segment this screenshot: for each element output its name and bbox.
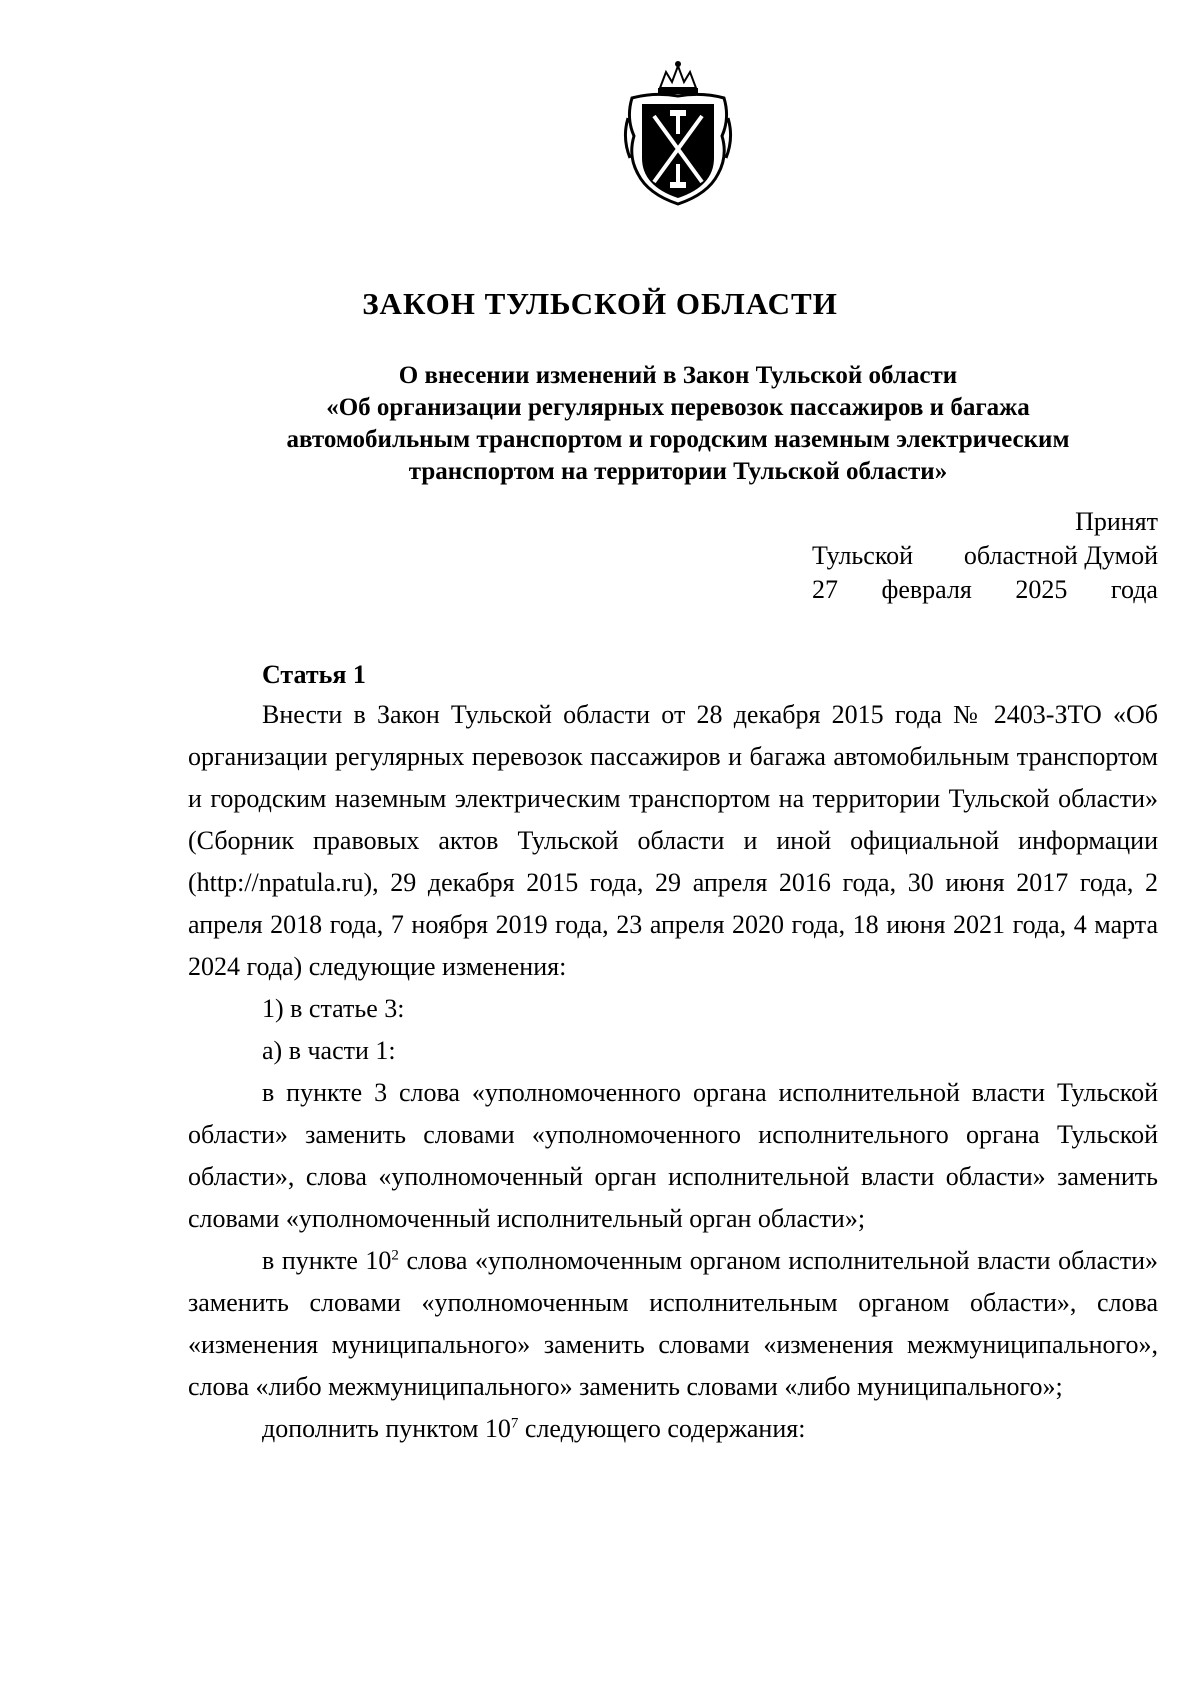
adoption-block xyxy=(812,505,1158,607)
coat-of-arms-icon xyxy=(622,58,734,208)
item-1: 1) в статье 3: xyxy=(262,994,405,1023)
point-10-7-after: следующего содержания: xyxy=(518,1414,806,1443)
adoption-year-word: года xyxy=(1110,575,1158,604)
subtitle-line: транспортом на территории Тульской области» xyxy=(408,458,948,485)
document-subtitle xyxy=(150,360,1200,488)
adoption-body-a: Тульской xyxy=(812,541,914,570)
point-10-2-sup: 2 xyxy=(391,1247,399,1264)
subtitle-line: автомобильным транспортом и городским наземным электрическим xyxy=(286,426,1070,453)
point-10-2-after: слова «уполномоченным органом исполнительной власти области» заменить словами «уполномоченным исполнительным органом области», слова «изменения муниципального» заменить словами «изменения межмуниципального», слова «либо межмуниципального» заменить словами «либо муниципального»; xyxy=(188,1246,1159,1401)
item-1a: а) в части 1: xyxy=(262,1036,396,1065)
point-10-7-before: дополнить пунктом 10 xyxy=(262,1414,511,1443)
article-body xyxy=(188,694,1158,1450)
point-10-2-before: в пункте 10 xyxy=(262,1246,392,1275)
paragraph-point-10-7 xyxy=(188,1408,1158,1450)
article-heading: Статья 1 xyxy=(262,660,366,689)
paragraph-point-10-2 xyxy=(188,1240,1158,1408)
paragraph-point-3: в пункте 3 слова «уполномоченного органа исполнительной власти Тульской области» заменить словами «уполномоченного исполнительного органа Тульской области», слова «уполномоченный орган исполнительной власти области» заменить словами «уполномоченный исполнительный орган области»; xyxy=(188,1078,1158,1233)
adoption-body-b: областной Думой xyxy=(963,541,1158,570)
document-title: ЗАКОН ТУЛЬСКОЙ ОБЛАСТИ xyxy=(362,286,838,321)
adoption-day: 27 xyxy=(812,575,838,604)
adoption-line-2 xyxy=(812,539,1158,573)
adoption-date xyxy=(812,573,1158,607)
point-10-7-sup: 7 xyxy=(510,1415,519,1432)
article-intro-paragraph: Внести в Закон Тульской области от 28 декабря 2015 года № 2403-ЗТО «Об организации регулярных перевозок пассажиров и багажа автомобильным транспортом и городским наземным электрическим транспортом на территории Тульской области» (Сборник правовых актов Тульской области и иной официальной информации (http://npatula.ru), 29 декабря 2015 года, 29 апреля 2016 года, 30 июня 2017 года, 2 апреля 2018 года, 7 ноября 2019 года, 23 апреля 2020 года, 18 июня 2021 года, 4 марта 2024 года) следующие изменения: xyxy=(188,700,1158,981)
adoption-line-1: Принят xyxy=(1075,507,1158,536)
subtitle-line: «Об организации регулярных перевозок пассажиров и багажа xyxy=(326,394,1030,421)
adoption-month: февраля xyxy=(881,575,972,604)
adoption-year: 2025 xyxy=(1015,575,1068,604)
subtitle-line: О внесении изменений в Закон Тульской области xyxy=(398,362,958,389)
